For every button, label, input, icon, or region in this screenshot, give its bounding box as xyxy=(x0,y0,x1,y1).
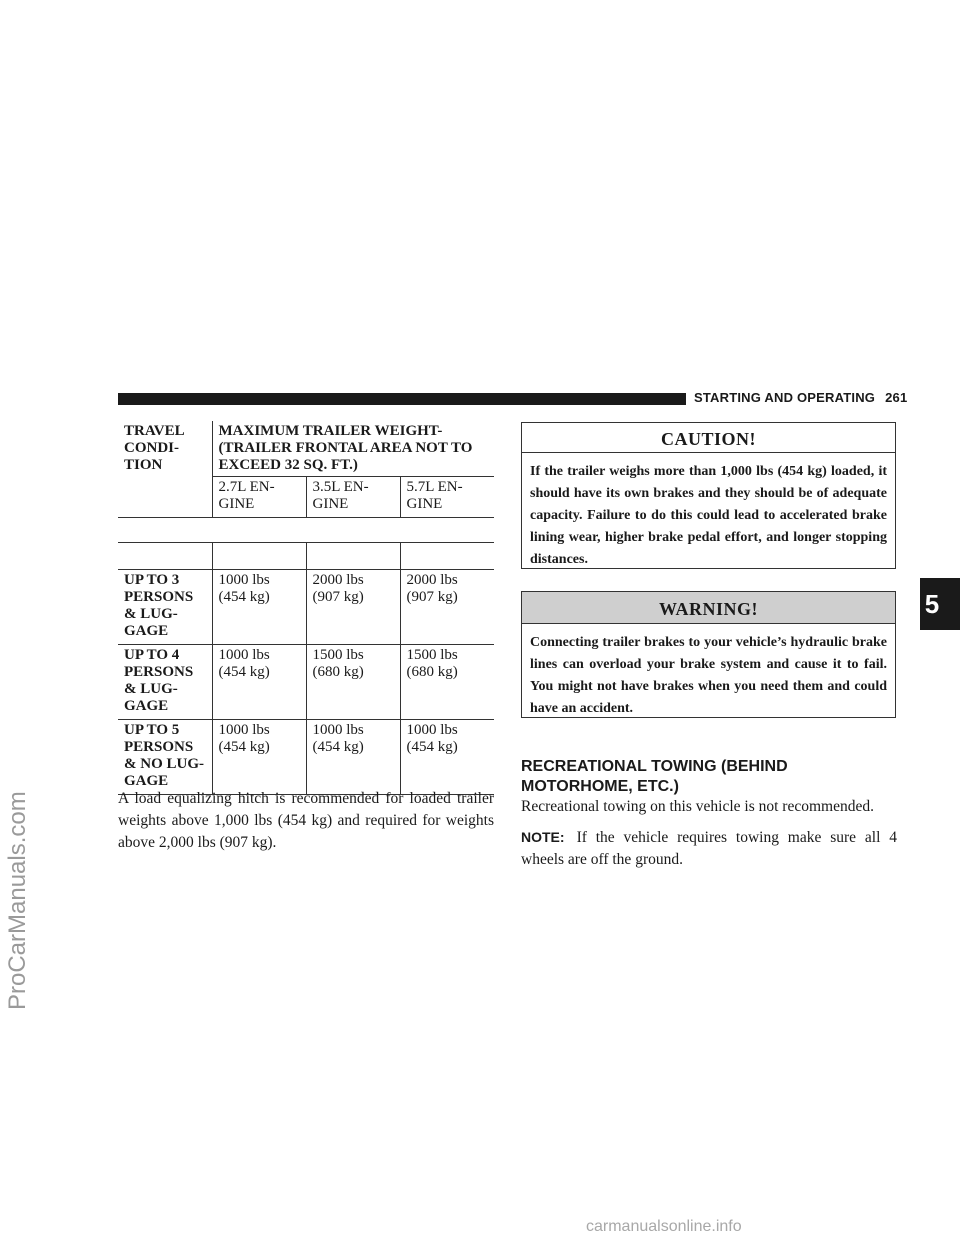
warning-text: Connecting trailer brakes to your vehicle’s hydraulic brake lines can overload your brake system and cause it to fail. You might not have brakes when you need them and could have an accident. xyxy=(530,635,887,716)
row-value: 1000 lbs (454 kg) xyxy=(212,570,306,645)
watermark-bottom: carmanualsonline.info xyxy=(586,1218,742,1235)
row-condition: UP TO 4 PERSONS & LUG- GAGE xyxy=(118,645,212,720)
warning-box xyxy=(521,591,896,718)
row-value: 1500 lbs (680 kg) xyxy=(306,645,400,720)
watermark-left: ProCarManuals.com xyxy=(4,791,31,1010)
table-spacer-row xyxy=(118,543,494,570)
trailer-weight-table xyxy=(118,421,494,795)
caution-title: CAUTION! xyxy=(522,423,895,453)
row-condition: UP TO 5 PERSONS & NO LUG- GAGE xyxy=(118,720,212,795)
header-engine-3-5l: 3.5L EN- GINE xyxy=(306,477,400,518)
recreational-towing-heading: RECREATIONAL TOWING (BEHIND MOTORHOME, ETC.) xyxy=(521,758,788,795)
section-tab: 5 xyxy=(920,578,960,630)
header-rule xyxy=(118,393,686,405)
row-value: 1500 lbs (680 kg) xyxy=(400,645,494,720)
table-row xyxy=(118,570,494,645)
recreational-towing-text: Recreational towing on this vehicle is not recommended. xyxy=(521,798,874,815)
header-travel-condition: TRAVEL CONDI- TION xyxy=(118,421,212,518)
table-row xyxy=(118,645,494,720)
section-title: STARTING AND OPERATING xyxy=(694,390,876,405)
hitch-paragraph: A load equalizing hitch is recommended for loaded trailer weights above 1,000 lbs (454 kg) and required for weights above 2,000 lbs (907 kg). xyxy=(118,790,494,851)
note-text: If the vehicle requires towing make sure all 4 wheels are off the ground. xyxy=(521,829,897,868)
page-number: 261 xyxy=(885,390,908,405)
header-max-trailer-weight: MAXIMUM TRAILER WEIGHT- (TRAILER FRONTAL AREA NOT TO EXCEED 32 SQ. FT.) xyxy=(212,421,494,477)
table-row xyxy=(118,720,494,795)
row-condition: UP TO 3 PERSONS & LUG- GAGE xyxy=(118,570,212,645)
row-value: 2000 lbs (907 kg) xyxy=(306,570,400,645)
caution-text: If the trailer weighs more than 1,000 lbs (454 kg) loaded, it should have its own brakes and they should be of adequate capacity. Failure to do this could lead to accelerated brake lining wear, higher brake pedal effort, and longer stopping distances. xyxy=(530,464,887,567)
row-value: 1000 lbs (454 kg) xyxy=(400,720,494,795)
row-value: 1000 lbs (454 kg) xyxy=(212,720,306,795)
row-value: 1000 lbs (454 kg) xyxy=(212,645,306,720)
header-engine-5-7l: 5.7L EN- GINE xyxy=(400,477,494,518)
recreational-towing-note xyxy=(521,826,897,871)
warning-title: WARNING! xyxy=(522,592,895,624)
note-label: NOTE: xyxy=(521,829,565,845)
table-spacer-row xyxy=(118,518,494,543)
row-value: 2000 lbs (907 kg) xyxy=(400,570,494,645)
row-value: 1000 lbs (454 kg) xyxy=(306,720,400,795)
running-header xyxy=(694,390,907,405)
caution-box xyxy=(521,422,896,569)
header-engine-2-7l: 2.7L EN- GINE xyxy=(212,477,306,518)
